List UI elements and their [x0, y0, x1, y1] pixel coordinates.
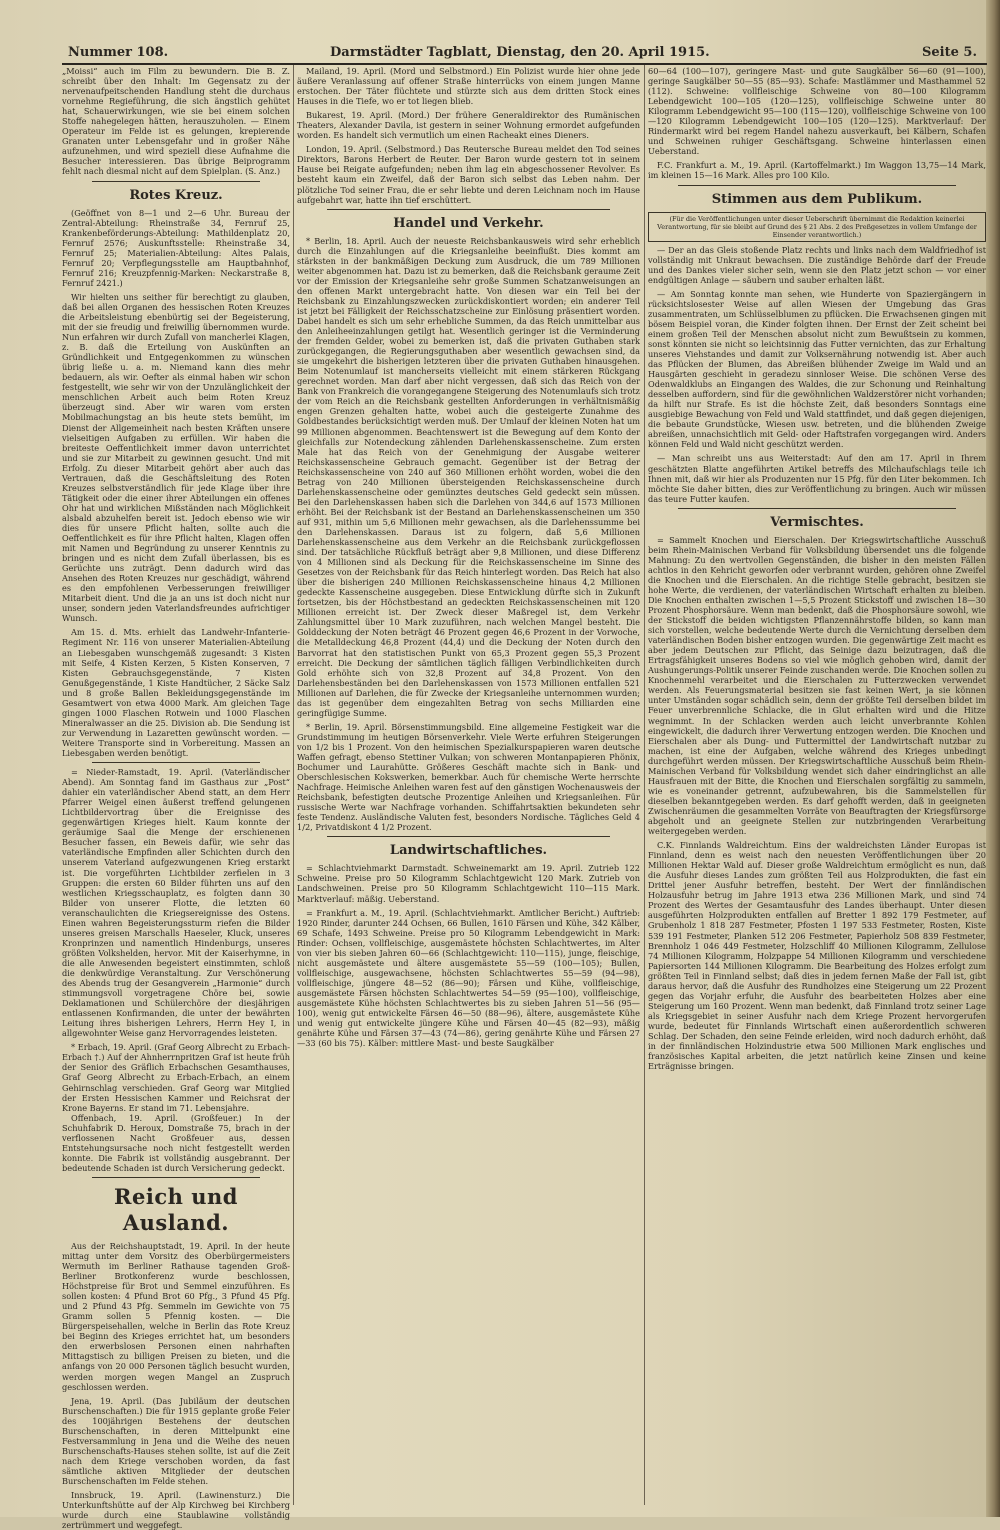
article-paragraph: Jena, 19. April. (Das Jubiläum der deutschen Burschenschaften.) Die für 1915 geplante große Feier des 100jährigen Bestehens der deutschen Burschenschaften, in deren Mittelpunkt eine Festversammlung in Jena und die Weihe des neuen Burschenschafts-Hauses stehen sollte, ist auf die Zeit nach dem Kriege verschoben worden, da fast sämtliche aktiven Mitglieder der deutschen Burschenschaften im Felde stehen. — [62, 1395, 290, 1486]
article-paragraph: — Am Sonntag konnte man sehen, wie Hunderte von Spaziergängern in rücksichtslosester Weise auf allen Wiesen der Umgebung das Gras zusammentraten, um Schlüsselblumen zu pflücken. Die Erwachsenen gingen mit bösem Beispiel voran, die Kinder folgten ihnen. Der Ernst der Zeit scheint bei einem großen Teil der Menschen absolut nicht zum Bewußtsein zu kommen, sonst könnten sie nicht so leichtsinnig das Futter vernichten, das zur Erhaltung unseres Viehstandes und damit zur Volksernährung notwendig ist. Aber auch das Pflücken der Blumen, das Abreißen blühender Zweige im Wald und an Hausgärten geschieht in geradezu sinnloser Weise. Die schönen Verse des Odenwaldklubs an Eingangen des Waldes, die zur Schonung und Reinhaltung desselben auffordern, sind für die gewöhnlichen Waldzerstörer nicht vorhanden; da hilft nur Strafe. Es ist die höchste Zeit, daß besonders Sonntags eine ausgiebige Bewachung von Feld und Wald stattfindet, und daß gegen diejenigen, die bebaute Grundstücke, Wiesen usw. betreten, und die blühenden Zweige abreißen, unnachsichtlich mit Geld- oder Haftstrafen vorgegangen wird. Anders können Feld und Wald nicht geschützt werden. — [648, 288, 986, 450]
article-paragraph: * Erbach, 19. April. (Graf Georg Albrecht zu Erbach-Erbach †.) Auf der Ahnherrnpritzen Graf ist heute früh der Senior des Gräflich Erbachschen Gesamthauses, Graf Georg Albrecht zu Erbach-Erbach, an einem Gehirnschlag verschieden. Graf Georg war Mitglied der Ersten Hessischen Kammer und Reichsrat der Krone Bayerns. Er stand im 71. Lebensjahre. — [62, 1042, 290, 1113]
masthead-rule — [62, 63, 987, 65]
article-paragraph: = Sammelt Knochen und Eierschalen. Der Kriegswirtschaftliche Ausschuß beim Rhein-Mainischen Verband für Volksbildung übersendet uns die folgende Mahnung: Zu den wertvollen Gegenständen, die bisher in den meisten Fällen achtlos in den Kehricht geworfen oder verbrannt wurden, gehören ohne Zweifel die Knochen und die Eierschalen. An die richtige Stelle gebracht, besitzen sie hohe Werte, die verdienen, der vaterländischen Wirtschaft erhalten zu bleiben. Die Knochen enthalten zwischen 1—5,5 Prozent Stickstoff und zwischen 18—30 Prozent Phosphorsäure. Wenn man bedenkt, daß die Phosphorsäure sowohl, wie der Stickstoff die beiden wichtigsten Pflanzennährstoffe bilden, so kann man sich vorstellen, welche bedeutende Werte durch die Vernichtung derselben dem vaterländischen Boden bisher entzogen wurden. Die gegenwärtige Zeit macht es aber jedem Deutschen zur Pflicht, das Seinige dazu beizutragen, daß die Ertragsfähigkeit unseres Bodens so viel wie möglich gehoben wird, damit der Aushungerungs-Politik unserer Feinde zuschanden werde. Die Knochen sollen zu Knochenmehl verarbeitet und die Eierschalen zu Futterzwecken verwendet werden. Als Feuerungsmaterial besitzen sie fast keinen Wert, ja sie können unter Umständen sogar schädlich sein, denn der größte Teil derselben bildet im Feuer unverbrennliche Schlacke, die in Glut erhalten wird und die Hitze wegnimmt. In der Schlacken werden auch leicht unverbrannte Kohlen eingewickelt, die dadurch ihrer Verwertung entzogen werden. Die Knochen und Eierschalen aber als Dung- und Futtermittel der Landwirtschaft nutzbar zu machen, ist eine der Aufgaben, welche während des Krieges unbedingt durchgeführt werden müssen. Der Kriegswirtschaftliche Ausschuß beim Rhein-Mainischen Verband für Volksbildung wendet sich daher eindringlichst an alle Hausfrauen mit der Bitte, die Knochen und Eierschalen sorgfältig zu sammeln, wie es voneinander getrennt, aufzubewahren, bis die Sammelstellen für dieselben bekanntgegeben werden. Es darf gehofft werden, daß in geeigneten Zwischenräumen die gesammelten Vorräte von Beauftragten der Kriegsfürsorge abgeholt und an geeignete Stellen zur nutzbringenden Verarbeitung weitergegeben werden. — [648, 534, 986, 837]
article-paragraph: 60—64 (100—107), geringere Mast- und gute Saugkälber 56—60 (91—100), geringe Saugkälber 50—55 (85—93). Schafe: Mastlämmer und Masthammel 52 (112). Schweine: vollfleischige Schweine von 80—100 Kilogramm Lebendgewicht 100—105 (120—125), vollfleischige Schweine unter 80 Kilogramm Lebendgewicht 95—100 (115—120), vollfleischige Schweine von 100—120 Kilogramm Lebendgewicht 100—105 (120—125). Marktverlauf: Der Rindermarkt wird bei regem Handel nahezu ausverkauft, bei Kälbern, Schafen und Schweinen ruhiger Geschäftsgang. Schweine hinterlassen einen Ueberstand. — [648, 66, 986, 157]
article-paragraph: Mailand, 19. April. (Mord und Selbstmord.) Ein Polizist wurde hier ohne jede äußere Veranlassung auf offener Straße hinterrücks von einem jungen Manne erstochen. Der Täter flüchtete und stürzte sich aus dem dritten Stock eines Hauses in die Tiefe, wo er tot liegen blieb. — [297, 66, 640, 107]
section-heading-handel-und-verkehr: Handel und Verkehr. — [393, 215, 544, 231]
binding-edge — [986, 0, 1000, 1517]
article-paragraph: Innsbruck, 19. April. (Lawinensturz.) Die Unterkunftshütte auf der Alp Kirchweg bei Kirchberg wurde durch eine Staublawine vollständig zertrümmert und weggefegt. — [62, 1490, 290, 1530]
article-paragraph: = Nieder-Ramstadt, 19. April. (Vaterländischer Abend). Am Sonntag fand im Gasthaus zur „Post“ dahier ein vaterländischer Abend statt, an dem Herr Pfarrer Weigel einen äußerst treffend gelungenen Lichtbildervortrag über die Ereignisse des gegenwärtigen Krieges hielt. Kaum konnte der geräumige Saal die Menge der erschienenen Besucher fassen, ein Beweis dafür, wie sehr das vaterländische Empfinden aller Schichten durch den unserem Vaterland aufgezwungenen Krieg erstarkt ist. Die vorgeführten Lichtbilder zerfielen in 3 Gruppen: die ersten 60 Bilder führten uns auf den westlichen Kriegsschauplatz, es folgten dann 30 Bilder von unserer Flotte, die letzten 60 veranschaulichten die Kriegsereignisse des Ostens. Einen wahren Begeisterungssturm riefen die Bilder unseres greisen Marschalls Haeseler, Kluck, unseres Kronprinzen und namentlich Hindenburgs, unseres größten Volkshelden, hervor. Mit der Kaiserhymne, in die alle Anwesenden begeistert einstimmten, schloß die denkwürdige Veranstaltung. Zur Verschönerung des Abends trug der Gesangverein „Harmonie“ durch stimmungsvoll vorgetragene Chöre bei, sowie Deklamationen und Schülerchöre der diesjährigen entlassenen Konfirmanden, die unter der bewährten Leitung ihres bisherigen Lehrers, Herrn Hey I, in allgewohnter Weise ganz Hervorragendes leisteten. — [62, 767, 290, 1039]
column-divider — [293, 65, 294, 1505]
article-paragraph: „Moissi“ auch im Film zu bewundern. Die B. Z. schreibt über den Inhalt: Im Gegensatz zu der nervenaufpeitschenden Handlung steht die durchaus vornehme Regieführung, die sich ängstlich gehütet hat, Schauerwirkungen, wie sie bei einem solchen Stoffe nahegelegen hätten, herauszuholen. — Einem Operateur im Felde ist es gelungen, krepierende Granaten unter Lebensgefahr und in großer Nähe aufzunehmen, und wird speziell diese Aufnahme die Besucher interessieren. Das übrige Beiprogramm fehlt nach diesmal nicht auf dem Spielplan. (S. Anz.) — [62, 66, 290, 177]
article-paragraph: Offenbach, 19. April. (Großfeuer.) In der Schuhfabrik D. Heroux, Domstraße 75, brach in der verflossenen Nacht Großfeuer aus, dessen Entstehungsursache noch nicht festgestellt werden konnte. Die Fabrik ist vollständig ausgebrannt. Der bedeutende Schaden ist durch Versicherung gedeckt. — [62, 1112, 290, 1173]
divider — [92, 762, 260, 763]
column-1 — [62, 66, 290, 1530]
disclaimer-box: (Für die Veröffentlichungen unter dieser Ueberschrift übernimmt die Redaktion keinerlei Verantwortung, für sie bleibt auf Grund des § 21 Abs. 2 des Preßgesetzes in vollem Umfange der Einsender verantwortlich.) — [648, 212, 986, 242]
article-paragraph: * Berlin, 19. April. Börsenstimmungsbild. Eine allgemeine Festigkeit war die Grundstimmung im heutigen Börsenverkehr. Viele Werte erfuhren Steigerungen von 1/2 bis 1 Prozent. Von den heimischen Spezialkurspapieren waren deutsche Waffen gefragt, ebenso Stettiner Vulkan; von schweren Montanpapieren Phönix, Bochumer und Laurahütte. Größeres Geschäft machte sich in Bank- und Oberschlesischen Kokswerken, bemerkbar. Auch für chemische Werte herrschte Nachfrage. Heimische Anleihen waren fest auf den gänstigen Wochenausweis der Reichsbank, befestigten deutsche Prozentige Anleihen und Kriegsanleihen. Für russische Werte war Nachfrage vorhanden. Schiffahrtsaktien bekundeten sehr feste Tendenz. Ausländische Valuten fest, besonders Nordische. Tägliches Geld 4 1/2, Privatdiskont 4 1/2 Prozent. — [297, 721, 640, 833]
article-paragraph: Aus der Reichshauptstadt, 19. April. In der heute mittag unter dem Vorsitz des Oberbürgermeisters Wermuth im Berliner Rathause tagenden Groß-Berliner Brotkonferenz wurde beschlossen, Höchstpreise für Brot und Semmel einzuführen. Es sollen kosten: 4 Pfund Brot 60 Pfg., 3 Pfund 45 Pfg. und 2 Pfund 43 Pfg. Semmeln im Gewichte von 75 Gramm sollen 5 Pfennig kosten. — Die Bürgerspeisehallen, welche in Berlin das Rote Kreuz bei Beginn des Krieges errichtet hat, um besonders den erwerbslosen Personen einen nahrhaften Mittagstisch zu billigen Preisen zu bieten, und die anfangs von 20 000 Personen täglich besucht wurden, werden morgen wegen Mangel an Zuspruch geschlossen werden. — [62, 1240, 290, 1392]
section-heading-vermischtes: Vermischtes. — [770, 514, 864, 530]
section-heading-stimmen-aus-dem-publikum: Stimmen aus dem Publikum. — [711, 191, 923, 207]
column-divider — [644, 65, 645, 1505]
page-number: Seite 5. — [922, 45, 977, 60]
section-heading-reich-und-ausland: Reich und Ausland. — [114, 1183, 238, 1235]
article-paragraph: London, 19. April. (Selbstmord.) Das Reutersche Bureau meldet den Tod seines Direktors, Barons Herbert de Reuter. Der Baron wurde gestern tot in seinem Hause bei Reigate aufgefunden; neben ihm lag ein abgeschossener Revolver. Es besteht kaum ein Zweifel, daß der Baron sich selbst das Leben nahm. Der plötzliche Tod seiner Frau, die er sehr liebte und deren Leichnam noch im Hause aufgebahrt war, hatte ihn tief erschüttert. — [297, 144, 640, 205]
article-paragraph: (Geöffnet von 8—1 und 2—6 Uhr. Bureau der Zentral-Abteilung: Rheinstraße 34, Fernruf 25, Krankenbeförderungs-Abteilung: Mathildenplatz 20, Fernruf 2576; Auskunftsstelle: Rheinstraße 34, Fernruf 25; Materialien-Abteilung: Altes Palais, Fernruf 20; Verpflegungsstelle am Hauptbahnhof, Fernruf 216; Kreuzpfennig-Marken: Neckarstraße 8, Fernruf 2421.) — [62, 207, 290, 288]
divider — [92, 181, 260, 182]
article-paragraph: * Berlin, 18. April. Auch der neueste Reichsbankausweis wird sehr erheblich durch die Einzahlungen auf die Kriegsanleihe beeinflußt. Dies kommt am stärksten in der bankmäßigen Deckung zum Ausdruck, die um 789 Millionen weiter abgenommen hat. Dazu ist zu bemerken, daß die Reichsbank geraume Zeit vor der Emission der Kriegsanleihe sehr große Summen Schatzanweisungen an den offenen Markt untergebracht hatte. Von diesen war ein Teil bei der Reichsbank zu Einzahlungszwecken zurückdiskontiert worden; ein anderer Teil ist jetzt bei Fälligkeit der Reichsschatzscheine zur Einlösung präsentiert worden. Dabei handelt es sich um sehr erhebliche Summen, da das Reich unmittelbar aus den Anleiheeinzahlungen getilgt hat. Wesentlich geringer ist die Verminderung der fremden Gelder, wobei zu bemerken ist, daß die privaten Guthaben stark zurückgegangen, die Regierungsguthaben aber wesentlich gewachsen sind, da sie umgekehrt die bisherigen letzteren über die privaten Guthaben hinausgehen. Beim Notenumlauf ist mancherseits vielleicht mit einem stärkeren Rückgang gerechnet worden. Man darf aber nicht vergessen, daß sich das Reich von der Bank von Frankreich die vorangegangene Steigerung des Notenumlaufs sich trotz der vom Reich an die Reichsbank gestellten Anforderungen in verhältnismäßig engen Grenzen gehalten hatte, wobei auch die gesteigerte Zunahme des Goldbestandes berücksichtigt werden muß. Der Umlauf der kleinen Noten hat um 99 Millionen abgenommen. Beachtenswert ist die Bewegung auf dem Konto der gleichfalls zur Notendeckung zählenden Darlehenskassenscheine. Zum ersten Male hat das Reich von der Genehmigung der Ausgabe weiterer Reichskassenscheine Gebrauch gemacht. Gegenüber ist der Betrag der Reichskassenscheine von 240 auf 360 Millionen erhöht worden, wobei die den Betrag von 240 Millionen übersteigenden Reichskassenscheine durch Darlehenskassenscheine oder gemünztes deutsches Geld gedeckt sein müssen. Bei den Darlehenskassen haben sich die Darlehen von 344,6 auf 1573 Millionen erhöht. Bei der Reichsbank ist der Bestand an Darlehenskassenscheinen um 350 auf 931, mithin um 5,6 Millionen mehr gewachsen, als die Darlehenssumme bei den Darlehenskassen. Daraus ist zu folgern, daß 5,6 Millionen Darlehenskassenscheine aus dem Verkehr an die Reichsbank zurückgeflossen sind. Der tatsächliche Rückfluß beträgt aber 9,8 Millionen, und diese Differenz von 4 Millionen sind als Deckung für die Reichskassenscheine im Sinne des Gesetzes von der Reichsbank für das Reich hinterlegt worden. Das Reich hat also über die bisherigen 240 Millionen Reichskassenscheine hinaus 4,2 Millionen gedeckte Kassenscheine ausgegeben. Diese Entwicklung dürfte sich in Zukunft fortsetzen, bis der Höchstbestand an gedeckten Reichskassenscheinen mit 120 Millionen erreicht ist. Der Zweck dieser Maßregel ist, dem Verkehr Zahlungsmittel über 10 Mark zuzuführen, nach welchen Mangel besteht. Die Golddeckung der Noten beträgt 46 Prozent gegen 46,6 Prozent in der Vorwoche, die Metalldeckung 46,8 Prozent (44,4) und die Deckung der Noten durch den Barvorrat hat den statistischen Punkt von 65,3 Prozent gegen 55,3 Prozent erreicht. Die Deckung der sämtlichen täglich fälligen Verbindlichkeiten durch Gold erhöhte sich von 32,8 Prozent auf 34,8 Prozent. Von den Darlehensbeständen bei den Darlehenskassen von 1573 Millionen entfallen 521 Millionen auf Darlehen, die für Zwecke der Kriegsanleihe unternommen wurden; das ist gegenüber dem eingezahlten Betrag von sechs Milliarden eine geringfügige Summe. — [297, 235, 640, 718]
article-paragraph: F.C. Frankfurt a. M., 19. April. (Kartoffelmarkt.) Im Waggon 13,75—14 Mark, im kleinen 15—16 Mark. Alles pro 100 Kilo. — [648, 160, 986, 181]
article-paragraph: = Schlachtviehmarkt Darmstadt. Schweinemarkt am 19. April. Zutrieb 122 Schweine. Preise pro 50 Kilogramm Schlachtgewicht 120 Mark. Zutrieb von Landschweinen. Preise pro 50 Kilogramm Schlachtgewicht 110—115 Mark. Marktverlauf: mäßig. Ueberstand. — [297, 863, 640, 904]
section-heading-landwirtschaftliches: Landwirtschaftliches. — [389, 843, 548, 859]
article-paragraph: Bukarest, 19. April. (Mord.) Der frühere Generaldirektor des Rumänischen Theaters, Alexander Davila, ist gestern in seiner Wohnung ermordet aufgefunden worden. Es handelt sich vermutlich um einen Racheakt eines Dieners. — [297, 110, 640, 141]
article-paragraph: Am 15. d. Mts. erhielt das Landwehr-Infanterie-Regiment Nr. 116 von unserer Materialien-Abteilung an Liebesgaben wunschgemäß zugesandt: 3 Kisten mit Seife, 4 Kisten Kerzen, 5 Kisten Konserven, 7 Kisten Gebrauchsgegenstände, 7 Kisten Genußgegenstände, 1 Kiste Handtücher, 2 Säcke Salz und 8 große Ballen Bekleidungsgegenstände im Gesamtwert von etwa 4000 Mark. Am gleichen Tage gingen 1000 Flaschen Rotwein und 1000 Flaschen Mineralwasser an die 25. Division ab. Die Sendung ist zur Verwendung in Lazaretten gewünscht worden. — Weitere Transporte sind in Vorbereitung. Massen an Liebesgaben werden benötigt. — [62, 627, 290, 758]
section-heading-rotes-kreuz: Rotes Kreuz. — [129, 187, 223, 203]
article-paragraph: — Man schreibt uns aus Weiterstadt: Auf den am 17. April in Ihrem geschätzten Blatte angeführten Artikel betreffs des Milchaufschlags teile ich Ihnen mit, daß wir hier als Produzenten nur 15 Pfg. für den Liter bekommen. Ich möchte Sie daher bitten, dies zur Veröffentlichung zu bringen. Auch wir müssen das teure Futter kaufen. — [648, 453, 986, 504]
divider — [327, 209, 610, 210]
article-paragraph: Wir hielten uns seither für berechtigt zu glauben, daß bei allen Organen des hessischen Roten Kreuzes die Arbeitsleistung ebenbürtig sei der Begeisterung, mit der sie freudig und freiwillig übernommen wurde. Nun erfahren wir durch Zufall von mancherlei Klagen, z. B. daß die Erteilung von Auskünften an Gründlichkeit und Entgegenkommen zu wünschen übrig ließe u. a. m. Niemand kann dies mehr bedauern, als wir. Oefter als einmal haben wir schon festgestellt, wie sehr wir von der Unzulänglichkeit der menschlichen Arbeit auch beim Roten Kreuz überzeugt sind. Aber wir waren vom ersten Mobilmachungstag an bis heute stets bemüht, im Dienst der Allgemeinheit nach besten Kräften unsere vielseitigen Aufgaben zu erfüllen. Wir haben die breiteste Oeffentlichkeit immer davon unterrichtet und sie zur Mitarbeit zu gewinnen gesucht. Und mit Erfolg. Zu dieser Mitarbeit gehört aber auch das Vertrauen, daß die Geschäftsleitung des Roten Kreuzes selbstverständlich für jede Klage über ihre Tätigkeit oder die einer ihrer Abteilungen ein offenes Ohr hat und wirklichen Mißständen nach Möglichkeit alsbald abzuhelfen bereit ist. Jedoch ebenso wie wir dies für unsere Pflicht halten, sollte auch die Oeffentlichkeit es für ihre Pflicht halten, Klagen offen mit Namen und Begründung zu unserer Kenntnis zu bringen und es nicht dem Zufall überlassen, bis es Gerüchte uns zuträgt. Denn dadurch wird das Ansehen des Roten Kreuzes nur geschädigt, während es den empfohlenen Verbesserungen freiwilliger Mitarbeit dient. Und die ja an uns ist doch nicht nur unser, sondern jeden Vaterlandsfreundes aufrichtiger Wunsch. — [62, 291, 290, 624]
issue-number: Nummer 108. — [68, 45, 169, 60]
column-3 — [648, 66, 986, 1504]
article-paragraph: C.K. Finnlands Waldreichtum. Eins der waldreichsten Länder Europas ist Finnland, denn es weist nach den neuesten Veröffentlichungen über 20 Millionen Hektar Wald auf. Dieser große Waldreichtum ermöglicht es nun, daß die Ausfuhr dieses Landes zum größten Teil aus Holzprodukten, die fast ein Drittel jener Ausfuhr betreffen, besteht. Der Wert der finnländischen Holzausfuhr betrug im Jahre 1913 etwa 236 Millionen Mark, und sind 74 Prozent des Wertes der Gesamtausfuhr des Landes überhaupt. Unter diesen ausgeführten Holzprodukten entfallen auf Bretter 1 892 179 Festmeter, auf Grubenholz 1 818 287 Festmeter, Pfosten 1 197 533 Festmeter, Rosten, Kiste 539 191 Festmeter, Planken 512 206 Festmeter, Papierholz 508 839 Festmeter, Brennholz 1 046 449 Festmeter, Holzschliff 40 Millionen Kilogramm, Zellulose 74 Millionen Kilogramm, Holzpappe 54 Millionen Kilogramm und verschiedene Papiersorten 144 Millionen Kilogramm. Die Bearbeitung des Holzes erfolgt zum größten Teil in Finnland selbst; daß dies in jedem fernen Maße der Fall ist, gibt daraus hervor, daß die Ausfuhr des Rundholzes eine Steigerung um 22 Prozent gegen das Vorjahr erfuhr, die Ausfuhr des bearbeiteten Holzes aber eine Steigerung um 160 Prozent. Wenn man bedenkt, daß Finnland trotz seiner Lage als Kriegsgebiet in seiner Ausfuhr nach dem Kriege Prozent hervorgerufen wurde, bedeutet für Finnlands Wirtschaft einen außerordentlich schweren Schlag. Der Schaden, den seine Feinde erleiden, wird noch dadurch erhöht, daß in der finnländischen Holzindustrie etwa 500 Millionen Mark englisches und französisches Kapital arbeiten, die jetzt natürlich keine Zinsen und keine Erträgnisse bringen. — [648, 840, 986, 1072]
divider — [678, 185, 956, 186]
column-2 — [297, 66, 640, 1504]
masthead — [60, 45, 985, 63]
divider — [327, 836, 610, 837]
article-paragraph: = Frankfurt a. M., 19. April. (Schlachtviehmarkt. Amtlicher Bericht.) Auftrieb: 1920 Rinder, darunter 244 Ochsen, 66 Bullen, 1610 Färsen und Kühe, 342 Kälber, 69 Schafe, 1493 Schweine. Preise pro 50 Kilogramm Lebendgewicht in Mark: Rinder: Ochsen, vollfleischige, ausgemästete höchsten Schlachtwertes, im Alter von vier bis sieben Jahren 60—66 (Schlachtgewicht: 110—115), junge, fleischige, nicht ausgemästete und ältere ausgemästete 55—59 (100—105); Bullen, vollfleischige, ausgewachsene, höchsten Schlachtwertes 55—59 (94—98), vollfleischige, jüngere 48—52 (86—90); Färsen und Kühe, vollfleischige, ausgemästete Färsen höchsten Schlachtwertes 54—59 (95—100), vollfleischige, ausgemästete Kühe höchsten Schlachtwertes bis zu sieben Jahren 51—56 (95—100), wenig gut entwickelte Färsen 46—50 (88—96), ältere, ausgemästete Kühe und wenig gut entwickelte jüngere Kühe und Färsen 40—45 (82—93), mäßig genährte Kühe und Färsen 37—43 (74—86), gering genährte Kühe und Färsen 27—33 (60 bis 75). Kälber: mittlere Mast- und beste Saugkälber — [297, 907, 640, 1049]
divider — [678, 508, 956, 509]
newspaper-title: Darmstädter Tagblatt, Dienstag, den 20. April 1915. — [330, 45, 710, 60]
article-paragraph: — Der an das Gleis stoßende Platz rechts und links nach dem Waldfriedhof ist vollständig mit Unkraut bewachsen. Die zuständige Behörde darf der Freude und des Dankes vieler sicher sein, wenn sie den Platz jetzt schon — vor einer endgültigen Anlage — säubern und sauber erhalten läßt. — [648, 244, 986, 285]
divider — [92, 1177, 260, 1178]
